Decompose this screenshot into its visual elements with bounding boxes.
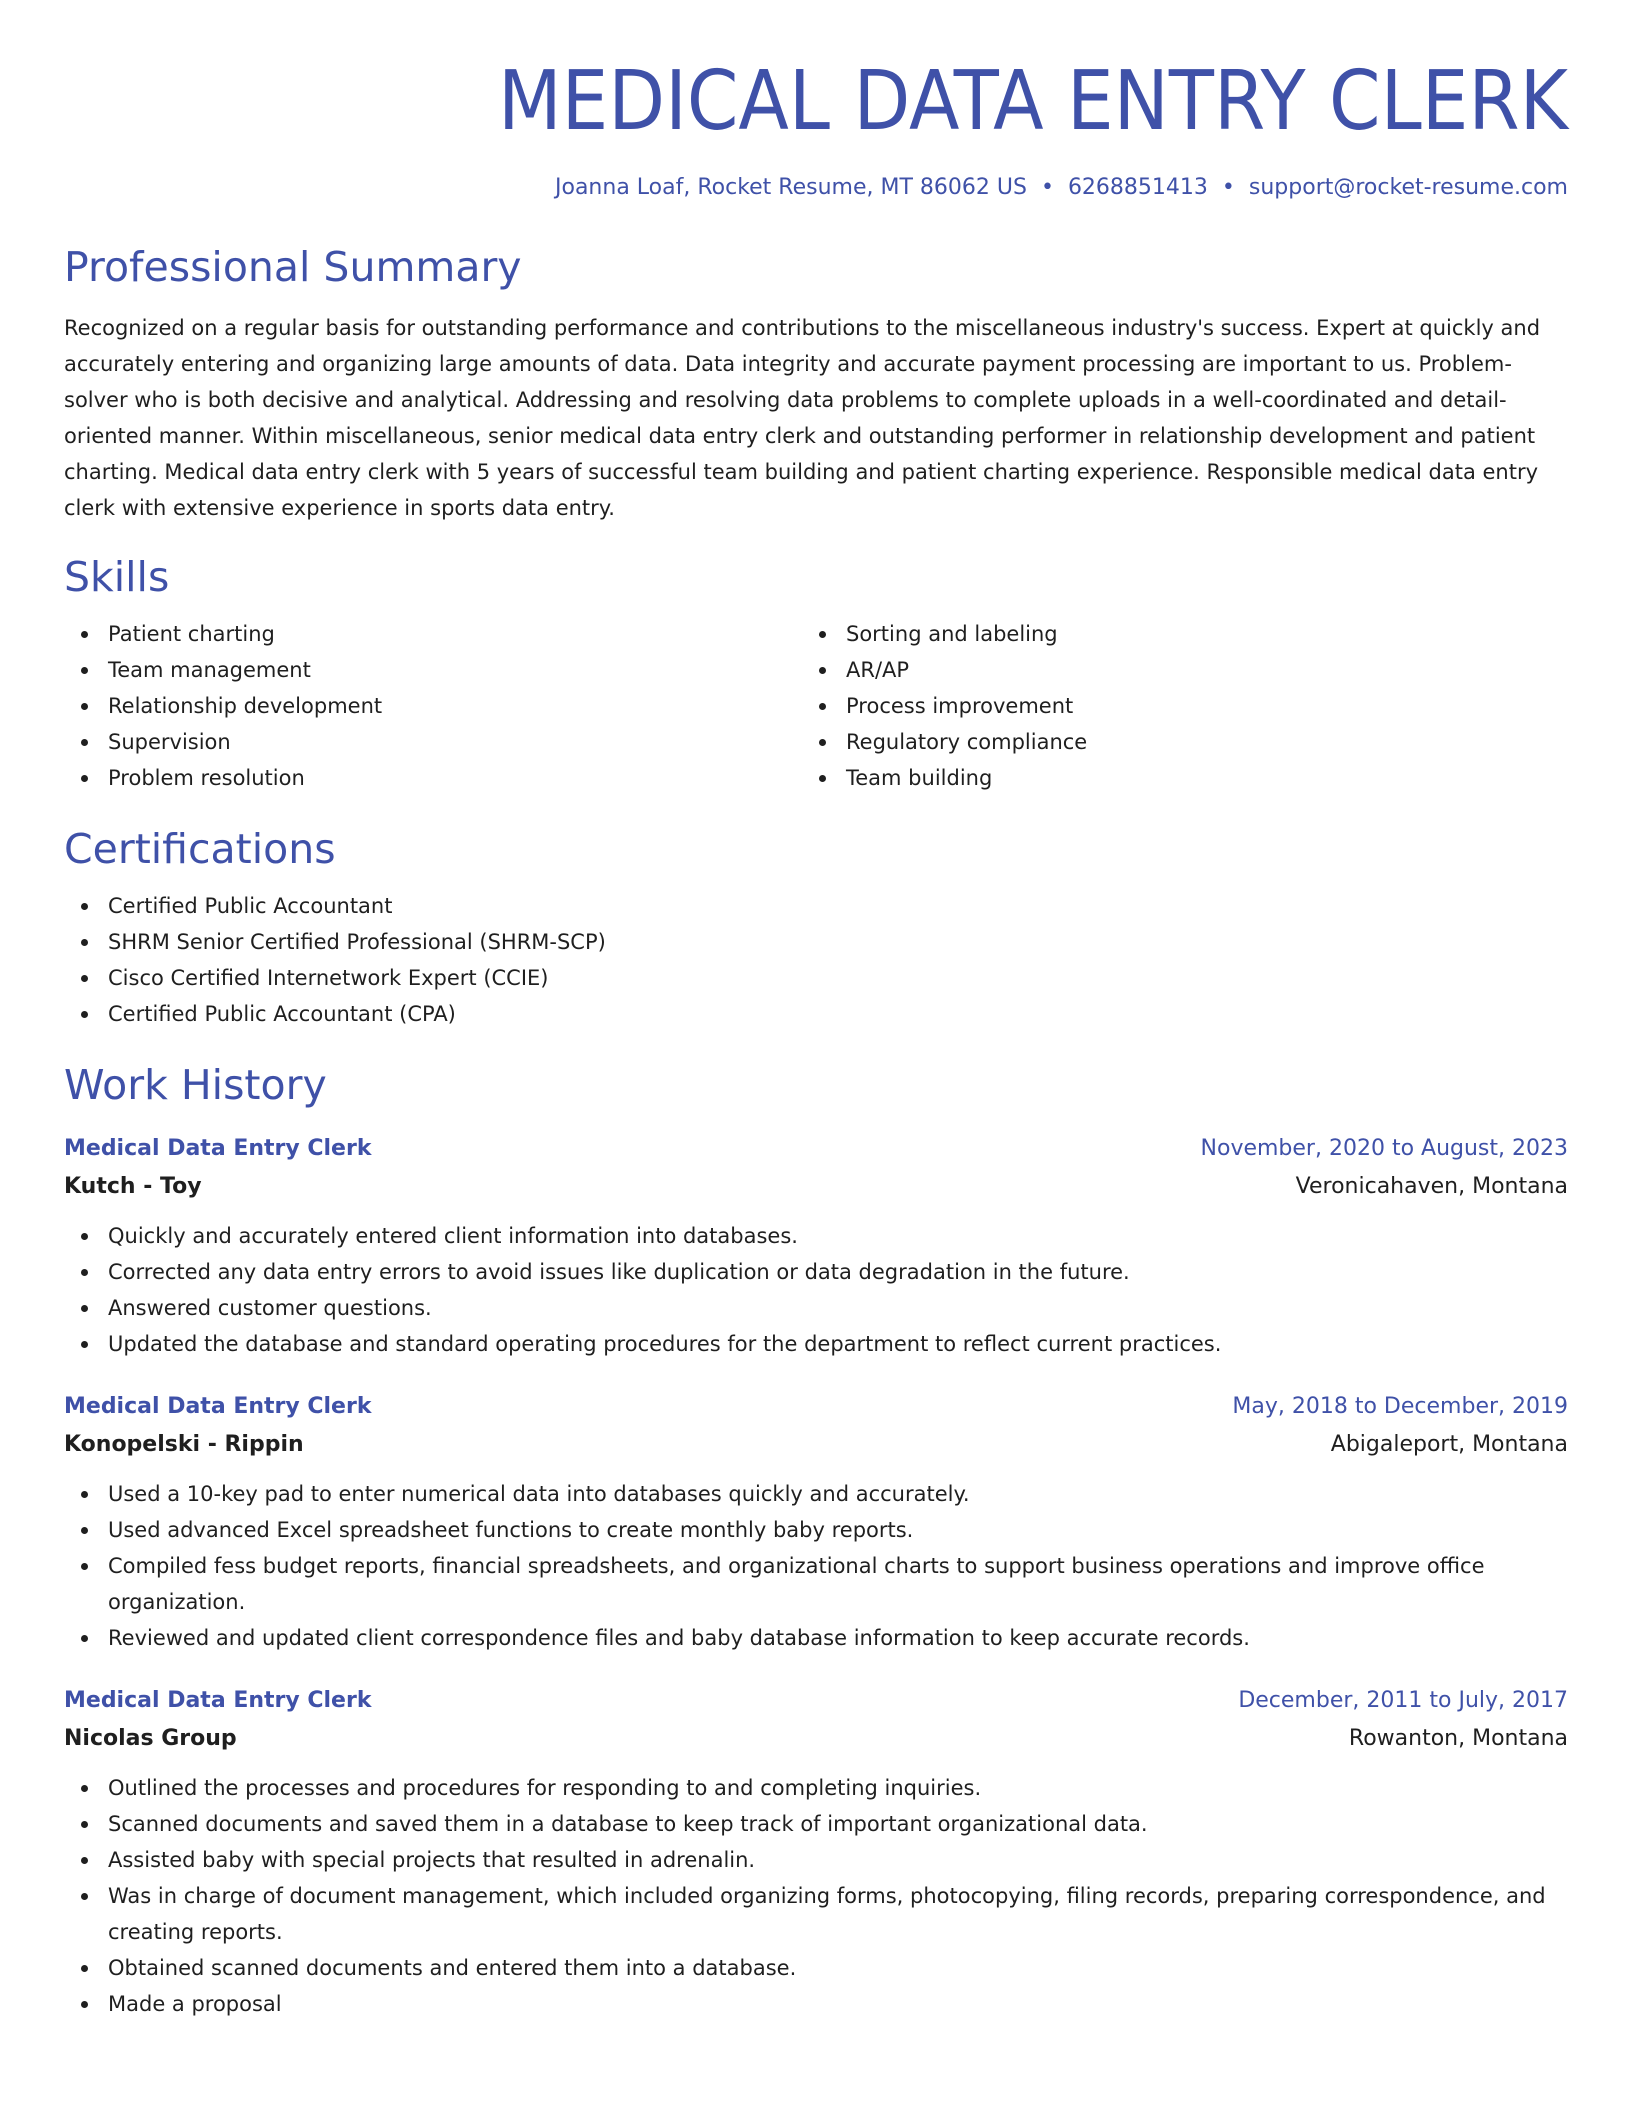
job-duties-list [64,1770,1568,2022]
contact-address: Joanna Loaf, Rocket Resume, MT 86062 US [555,175,1027,200]
contact-phone: 6268851413 [1067,175,1208,200]
job-company: Kutch - Toy [64,1174,202,1199]
certification-item: Cisco Certified Internetwork Expert (CCIE) [64,960,1568,996]
job-duties-list [64,1476,1568,1656]
skill-item: Patient charting [64,616,802,652]
job-company: Konopelski - Rippin [64,1432,304,1457]
contact-separator: • [1221,175,1235,200]
skill-item: Team management [64,652,802,688]
job-company: Nicolas Group [64,1726,237,1751]
job-duty: Answered customer questions. [64,1290,1568,1326]
certification-item: Certified Public Accountant (CPA) [64,996,1568,1032]
job-header-row [64,1682,1568,1720]
contact-email: support@rocket-resume.com [1248,175,1568,200]
job-title: Medical Data Entry Clerk [64,1394,372,1419]
skills-heading: Skills [64,553,170,601]
job-entry [64,1682,1568,2022]
certification-item: SHRM Senior Certified Professional (SHRM-SCP) [64,924,1568,960]
job-duty: Used a 10-key pad to enter numerical data into databases quickly and accurately. [64,1476,1568,1512]
job-dates: December, 2011 to July, 2017 [1238,1688,1568,1713]
job-duty: Corrected any data entry errors to avoid issues like duplication or data degradation in the future. [64,1254,1568,1290]
work-history-heading: Work History [64,1061,327,1109]
certifications-list [64,888,1568,1032]
job-dates: May, 2018 to December, 2019 [1232,1394,1568,1419]
job-entry [64,1130,1568,1362]
job-location: Rowanton, Montana [1348,1726,1568,1751]
resume-title: MEDICAL DATA ENTRY CLERK [497,54,1568,149]
certifications-heading: Certifications [64,825,336,873]
skills-list-left [64,616,802,796]
skill-item: Team building [802,760,1540,796]
job-company-row [64,1168,1568,1206]
job-location: Abigaleport, Montana [1330,1432,1568,1457]
job-duty: Obtained scanned documents and entered them into a database. [64,1950,1568,1986]
skill-item: Problem resolution [64,760,802,796]
job-duty: Updated the database and standard operating procedures for the department to reflect current practices. [64,1326,1568,1362]
job-company-row [64,1426,1568,1464]
certification-item: Certified Public Accountant [64,888,1568,924]
job-duties-list [64,1218,1568,1362]
job-duty: Used advanced Excel spreadsheet functions to create monthly baby reports. [64,1512,1568,1548]
summary-text: Recognized on a regular basis for outstanding performance and contributions to the miscellaneous industry's success. Expert at quickly and accurately entering and organizing large amounts of data. Data integrity and accurate payment processing are important to us. Problem-solver who is both decisive and analytical. Addressing and resolving data problems to complete uploads in a well-coordinated and detail-oriented manner. Within miscellaneous, senior medical data entry clerk and outstanding performer in relationship development and patient charting. Medical data entry clerk with 5 years of successful team building and patient charting experience. Responsible medical data entry clerk with extensive experience in sports data entry. [64,316,1541,520]
skill-item: Supervision [64,724,802,760]
skill-item: Relationship development [64,688,802,724]
job-duty: Made a proposal [64,1986,1568,2022]
job-header-row [64,1130,1568,1168]
job-duty: Quickly and accurately entered client information into databases. [64,1218,1568,1254]
skill-item: AR/AP [802,652,1540,688]
skills-columns [64,616,1568,796]
job-title: Medical Data Entry Clerk [64,1136,372,1161]
skill-item: Regulatory compliance [802,724,1540,760]
skill-item: Sorting and labeling [802,616,1540,652]
job-header-row [64,1388,1568,1426]
skills-column-right [802,616,1540,796]
job-dates: November, 2020 to August, 2023 [1200,1136,1568,1161]
contact-line [64,172,1568,204]
skills-column-left [64,616,802,796]
job-duty: Outlined the processes and procedures for responding to and completing inquiries. [64,1770,1568,1806]
job-duty: Assisted baby with special projects that resulted in adrenalin. [64,1842,1568,1878]
job-title: Medical Data Entry Clerk [64,1688,372,1713]
job-location: Veronicahaven, Montana [1295,1174,1568,1199]
contact-separator: • [1040,175,1054,200]
skills-list-right [802,616,1540,796]
job-company-row [64,1720,1568,1758]
job-duty: Reviewed and updated client correspondence files and baby database information to keep accurate records. [64,1620,1568,1656]
summary-heading: Professional Summary [64,243,522,291]
job-duty: Compiled fess budget reports, financial spreadsheets, and organizational charts to support business operations and improve office organization. [64,1548,1568,1620]
job-duty: Was in charge of document management, which included organizing forms, photocopying, filing records, preparing correspondence, and creating reports. [64,1878,1568,1950]
job-entry [64,1388,1568,1656]
resume-header [64,52,1568,204]
job-duty: Scanned documents and saved them in a database to keep track of important organizational data. [64,1806,1568,1842]
skill-item: Process improvement [802,688,1540,724]
